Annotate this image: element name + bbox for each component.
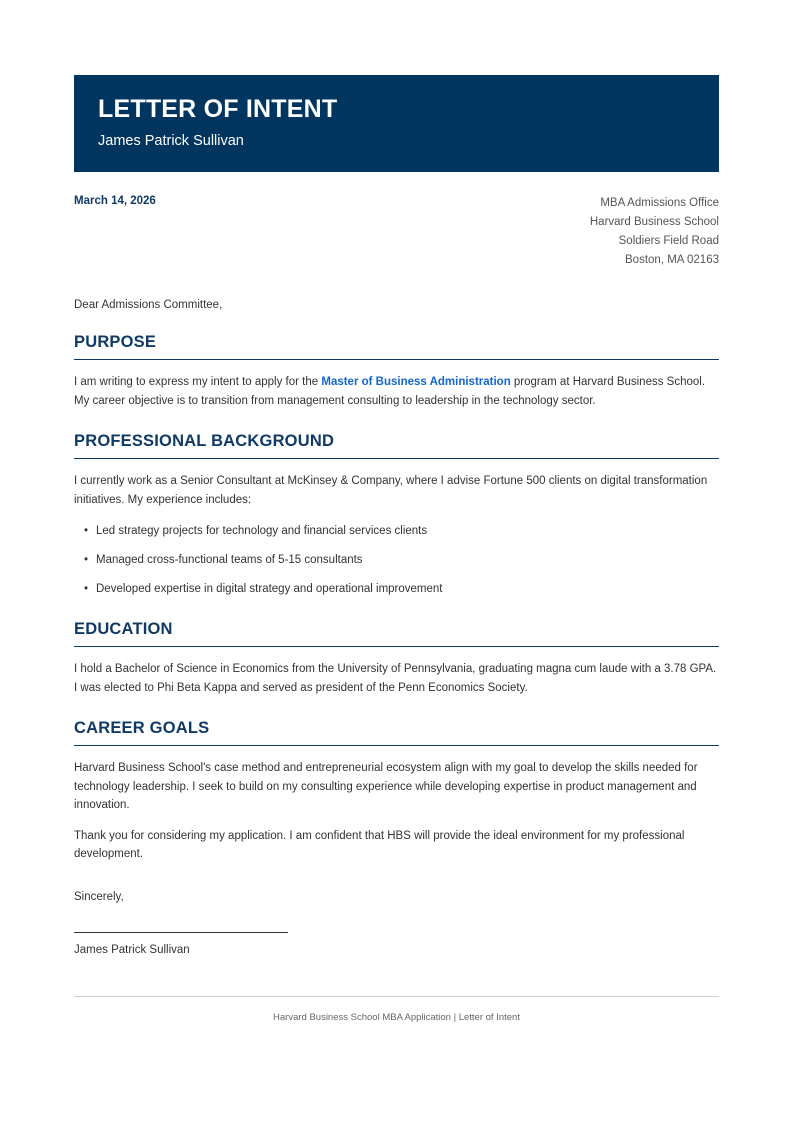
section-professional-background xyxy=(74,432,719,598)
section-heading: PURPOSE xyxy=(74,333,157,352)
author-name: James Patrick Sullivan xyxy=(98,132,244,149)
recipient-line: Soldiers Field Road xyxy=(618,235,719,248)
letter-meta-row xyxy=(74,194,719,270)
section-purpose xyxy=(74,333,719,410)
section-divider xyxy=(74,359,719,360)
section-paragraph xyxy=(74,373,719,410)
section-paragraph: I hold a Bachelor of Science in Economics from the University of Pennsylvania, graduating magna cum laude with a 3.78 GPA. I was elected to Phi Beta Kappa and served as president of the Penn Economics Society. xyxy=(74,663,717,694)
list-item: • Managed cross-functional teams of 5-15 consultants xyxy=(74,551,719,569)
recipient-line: Harvard Business School xyxy=(589,216,719,229)
section-heading: PROFESSIONAL BACKGROUND xyxy=(74,432,335,451)
document-header-banner xyxy=(74,75,719,172)
recipient-line: Boston, MA 02163 xyxy=(625,254,719,267)
closing-salutation: Sincerely, xyxy=(74,890,124,903)
section-heading: EDUCATION xyxy=(74,620,173,639)
section-paragraph: Thank you for considering my application. I am confident that HBS will provide the ideal environment for my professional development. xyxy=(74,829,685,861)
document-footer xyxy=(74,996,719,1023)
section-career-goals xyxy=(74,719,719,863)
list-item: • Led strategy projects for technology and financial services clients xyxy=(74,522,719,540)
paragraph-text-before: I am writing to express my intent to apply for the xyxy=(74,376,322,389)
signer-name: James Patrick Sullivan xyxy=(74,943,190,956)
section-paragraph: I currently work as a Senior Consultant at McKinsey & Company, where I advise Fortune 500 clients on digital transformation initiatives. My experience includes: xyxy=(74,475,708,506)
page-title: LETTER OF INTENT xyxy=(98,95,338,123)
recipient-address-block xyxy=(590,194,719,270)
section-divider xyxy=(74,458,719,459)
signature-line xyxy=(74,932,288,933)
salutation: Dear Admissions Committee, xyxy=(74,299,223,312)
section-divider xyxy=(74,745,719,746)
letter-date: March 14, 2026 xyxy=(74,195,156,208)
experience-bullet-list xyxy=(74,522,719,598)
program-name-highlight: Master of Business Administration xyxy=(321,376,511,389)
section-heading: CAREER GOALS xyxy=(74,719,210,738)
paragraph-text-after: program at Harvard Business School. My career objective is to transition from management consulting to leadership in the technology sector. xyxy=(74,376,706,407)
recipient-line: MBA Admissions Office xyxy=(600,197,719,210)
list-item: • Developed expertise in digital strategy and operational improvement xyxy=(74,580,719,598)
section-divider xyxy=(74,646,719,647)
footer-text: Harvard Business School MBA Application | Letter of Intent xyxy=(273,1011,520,1023)
section-education xyxy=(74,620,719,697)
section-paragraph: Harvard Business School's case method and entrepreneurial ecosystem align with my goal to develop the skills needed for technology leadership. I seek to build on my consulting experience while developing expertise in product management and innovation. xyxy=(74,762,698,812)
